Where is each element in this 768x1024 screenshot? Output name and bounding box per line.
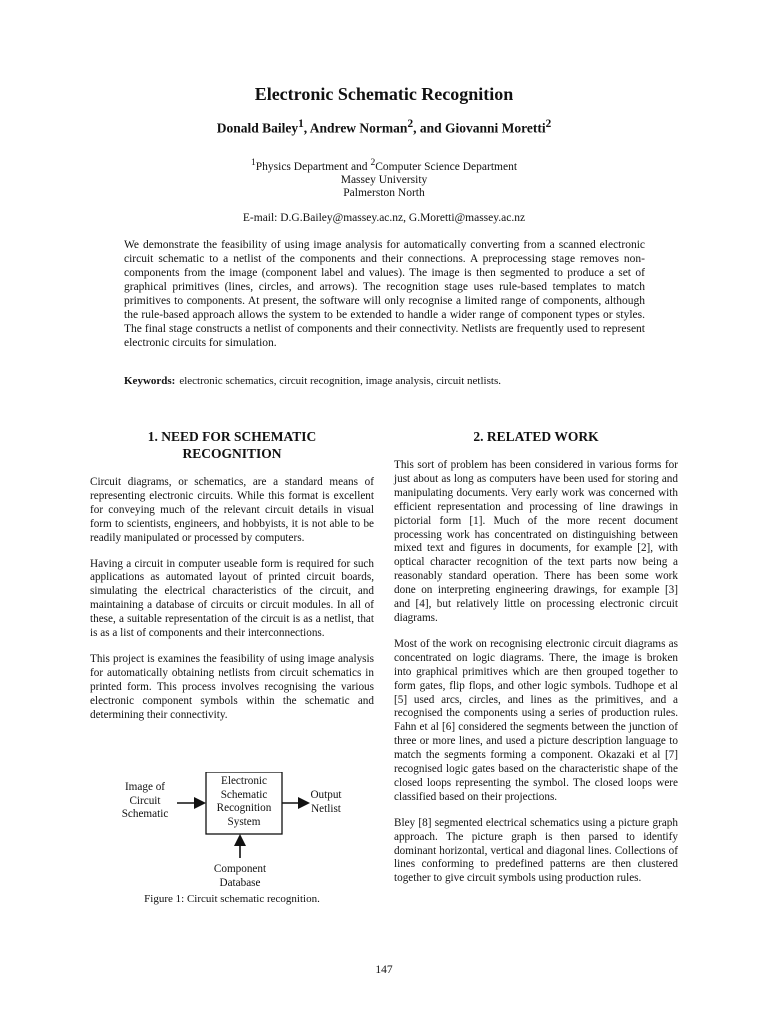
input-label-line: Image of [124,781,166,793]
affil-sup-1: 1 [250,157,256,168]
figure-1-caption: Figure 1: Circuit schematic recognition. [144,893,320,905]
keywords-text: electronic schematics, circuit recognition, image analysis, circuit netlists. [179,375,501,387]
affiliation [0,156,768,200]
section-1-heading-line-1: 1. NEED FOR SCHEMATIC [147,429,317,444]
author-list [0,118,768,137]
input-label-line: Circuit [129,794,161,807]
system-label-line: Recognition [216,802,272,814]
section-1-paragraph: Having a circuit in computer useable form is required for such applications as automated layout of printed circuit boards, simulating the electrical characteristics of the circuit, and maintaining a database of circuits or circuit modules. In all of these, a suitable representation of the circuit is as a netlist, that is as a list of components and their interconnections. [90,557,374,640]
input-arrow-head [194,797,206,809]
contact-email: E-mail: D.G.Bailey@massey.ac.nz, G.Moretti@massey.ac.nz [242,212,526,224]
author-1: Donald Bailey [216,120,299,136]
paper-title: Electronic Schematic Recognition [254,84,514,104]
system-label-line: Electronic [221,775,267,787]
page-number: 147 [375,964,393,976]
dept-cs: Computer Science Department [375,160,518,173]
database-arrow-head [234,834,246,846]
section-1-paragraph: Circuit diagrams, or schematics, are a standard means of representing electronic circuits. While this format is excellent for conveying much of the relevant circuit details in visual form to scientists, engineers, and hobbyists, it is not able to be readily manipulated or processed by computers. [90,476,374,544]
keywords [124,375,645,387]
input-label-line: Schematic [121,808,169,820]
dept-physics: Physics Department and [255,160,371,173]
affiliation-departments [0,156,768,174]
keywords-label: Keywords: [124,375,176,387]
affiliation-city: Palmerston North [343,186,425,199]
affil-mark-3: 2 [545,118,552,130]
figure-output-label [300,789,352,816]
left-column [90,428,374,735]
affil-mark-1: 1 [298,118,304,130]
figure-database-label [200,863,280,890]
section-1-paragraph: This project is examines the feasibility of using image analysis for automatically obtaining netlists from circuit schematics in printed form. This process involves recognising the various electronic component symbols within the schematic and determining their connectivity. [90,652,374,721]
affil-sup-2: 2 [370,157,376,168]
figure-1-diagram [90,772,380,912]
output-label-line: Netlist [311,802,341,815]
figure-system-label [206,775,282,829]
section-1-heading [90,428,374,462]
system-label-line: System [227,815,261,828]
section-2-paragraph: This sort of problem has been considered in various forms for just about as long as computers have been used for storing and manipulating documents. Very early work was concerned with efficient representation and processing of line drawings in pictorial form [1]. Much of the more recent document processing work has concentrated on distinguishing between mixed text and figures in documents, for example [2], with optical character recognition of the text parts now being a reasonably standard operation. There has been some work done on interpreting engineering drawings, for example [3] and [4], but relatively little on processing electronic circuit diagrams. [394,459,678,624]
affil-mark-2: 2 [407,118,414,130]
affiliation-university: Massey University [340,173,428,186]
section-2-heading: 2. RELATED WORK [473,429,599,444]
abstract: We demonstrate the feasibility of using image analysis for automatically converting from a scanned electronic circuit schematic to a netlist of the components and their connections. A preprocessing stage removes non-components from the image (component label and values). The image is then segmented to produce a set of graphical primitives (lines, circles, and arrows). The recognition stage uses rule-based templates to match primitives to components. At present, the software will only recognise a limited range of components, although the rule-based approach allows the system to be extended to handle a wider range of component types or styles. The final stage constructs a netlist of components and their connectivity. Netlists are frequently used to represent electronic circuits for simulation. [124,239,645,349]
section-2-paragraph: Most of the work on recognising electronic circuit diagrams as concentrated on logic diagrams. There, the image is broken into graphical primitives which are then grouped together to form gates, flip flops, and other logic symbols. Tudhope et al [5] used arcs, circles, and lines as the primitives, and a recognised the components using a series of production rules. Fahn et al [6] considered the segments between the junction of three or more lines, and used a picture description language to match the segments forming a component. Okazaki et al [7] recognised logic gates based on the characteristic shape of the closed loops representing the symbol. The closed loops were classified based on their projections. [394,637,678,803]
figure-input-label [110,781,180,822]
database-label-line: Database [219,876,261,889]
author-2: , Andrew Norman [303,120,408,136]
system-label-line: Schematic [220,788,268,801]
database-label-line: Component [213,863,267,875]
right-column [394,428,678,898]
output-label-line: Output [310,789,342,801]
author-3: , and Giovanni Moretti [413,120,546,136]
section-2-paragraph: Bley [8] segmented electrical schematics using a picture graph approach. The picture graph is then parsed to identify dominant horizontal, vertical and diagonal lines. Collections of lines conforming to predefined patterns are then clustered together to give circuit symbols using production rules. [394,816,678,885]
section-1-heading-line-2: RECOGNITION [182,446,282,461]
